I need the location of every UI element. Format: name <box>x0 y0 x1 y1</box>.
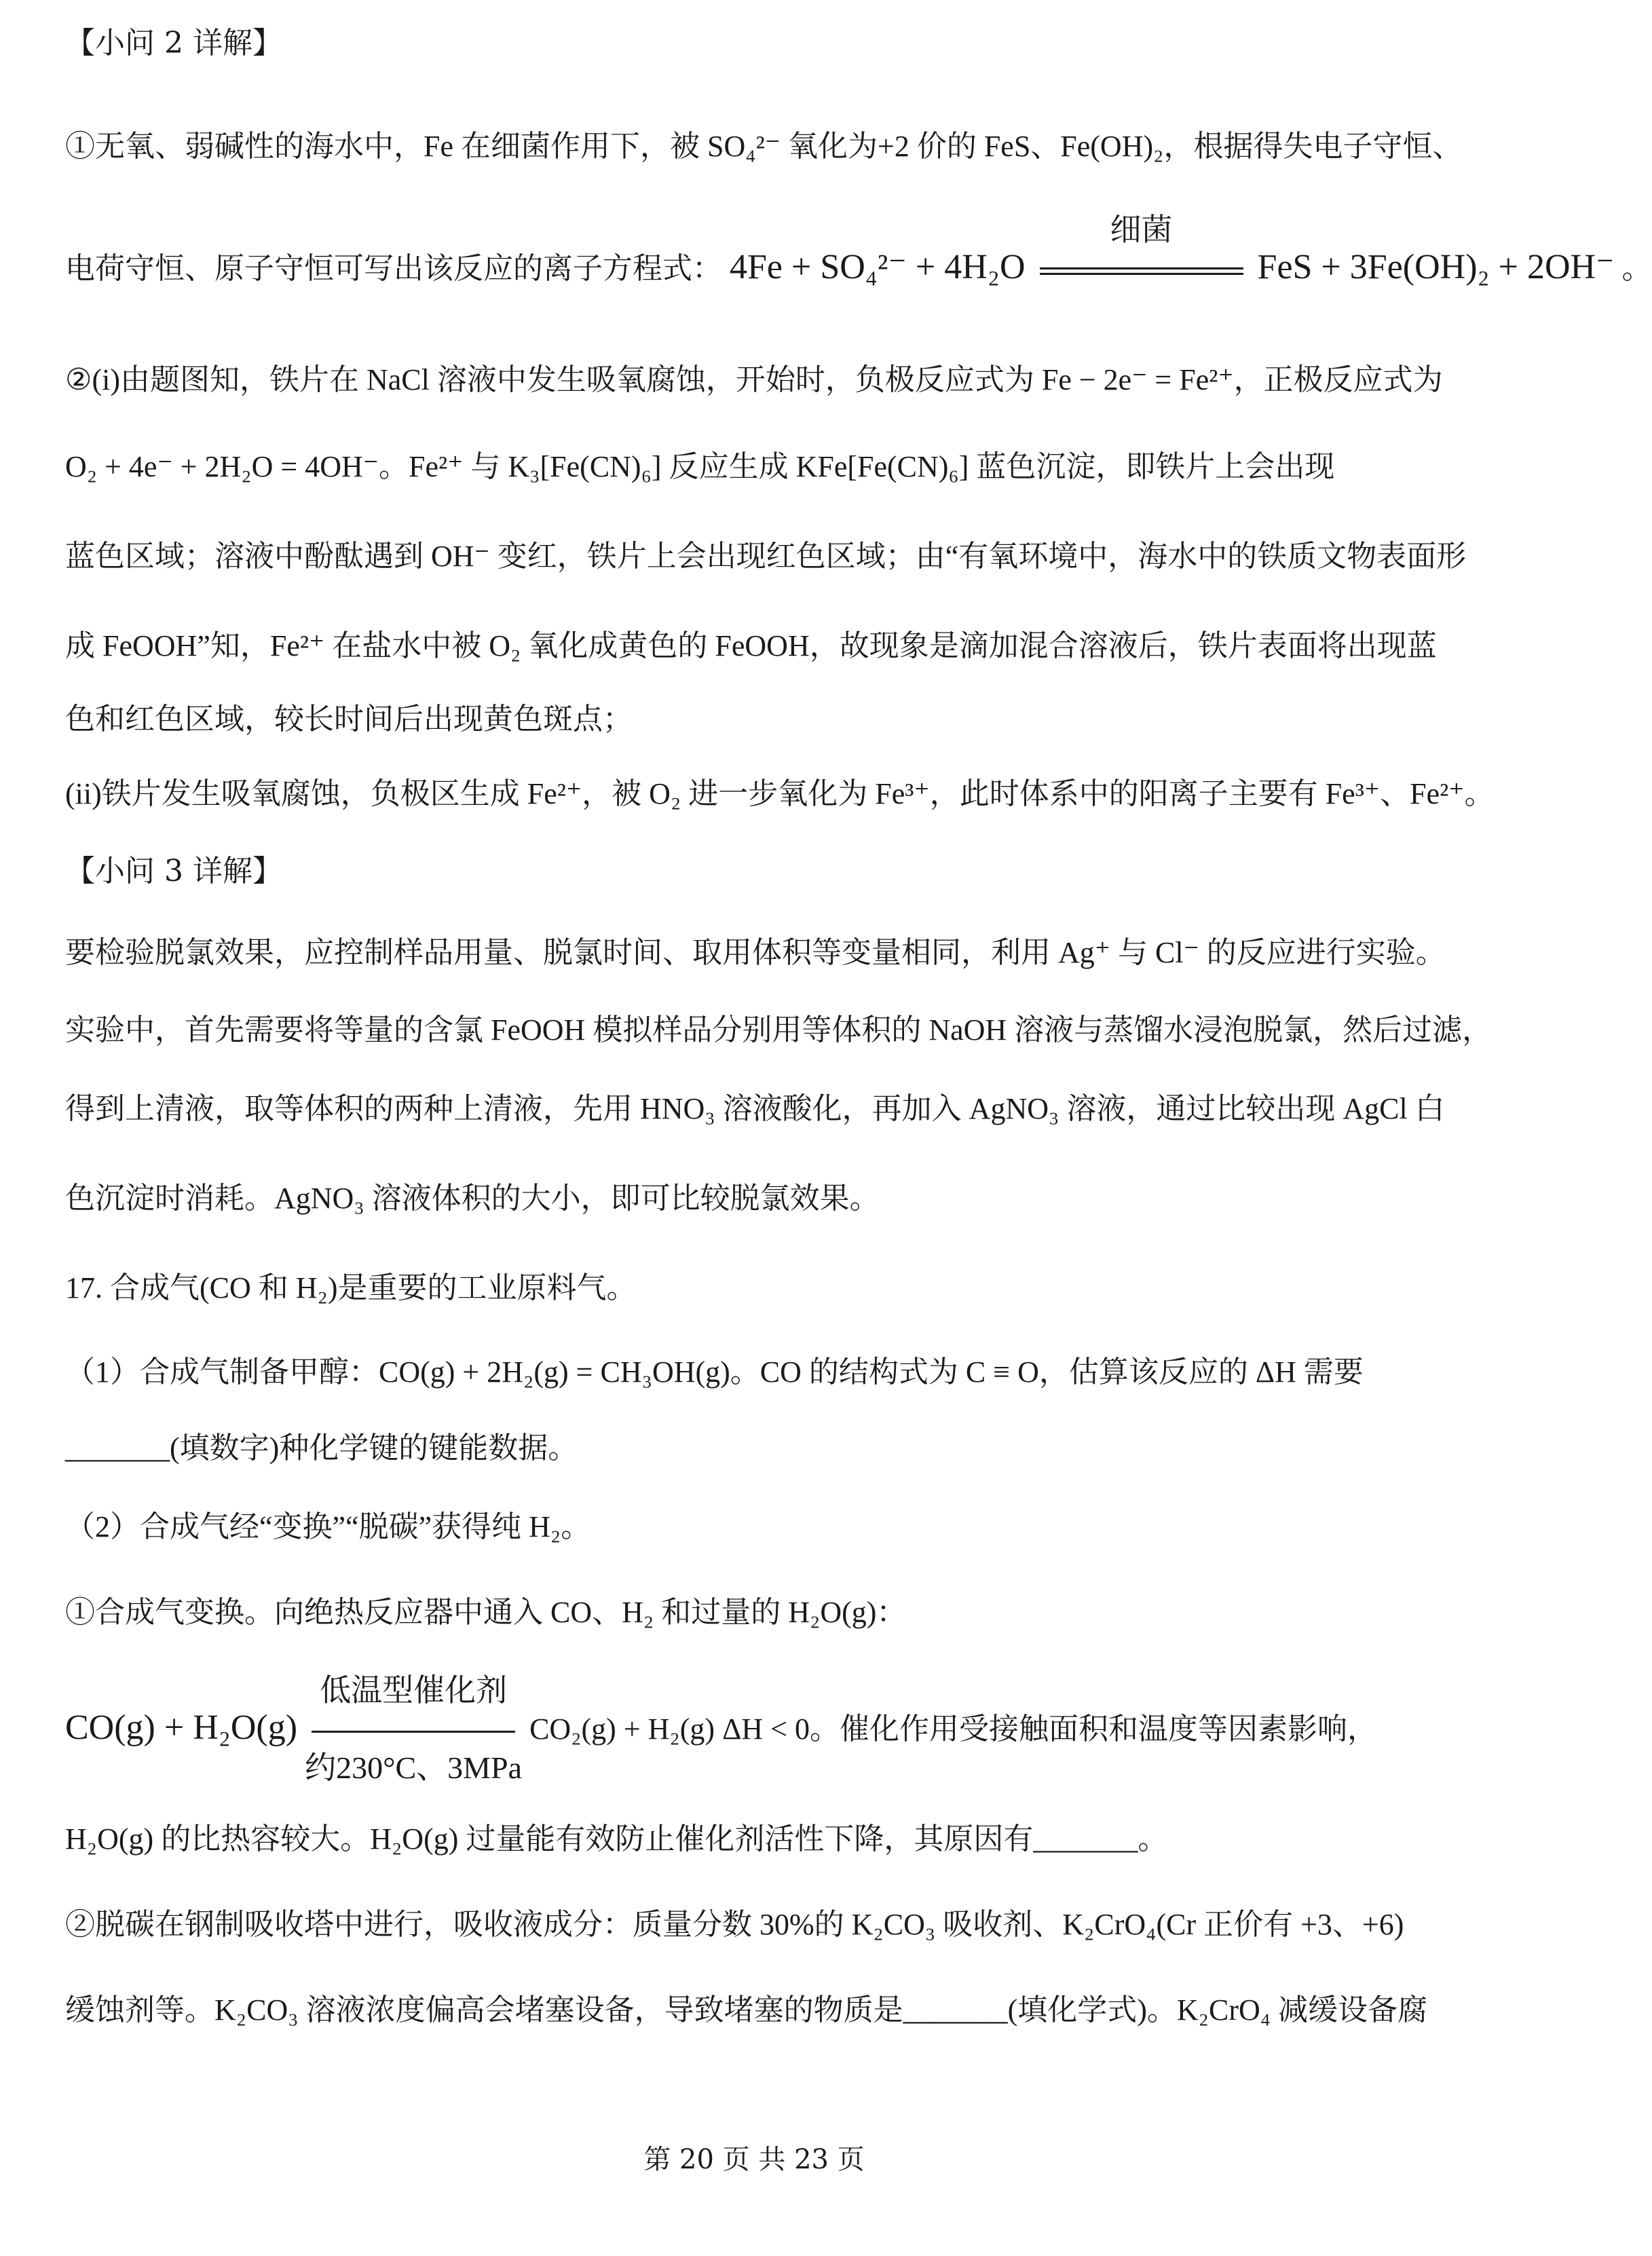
question-17-part2-a: ①合成气变换。向绝热反应器中通入 CO、H₂ 和过量的 H₂O(g)： <box>65 1596 907 1629</box>
reaction-arrow <box>1033 212 1250 289</box>
reaction-condition-under: 约230°C、3MPa <box>305 1750 523 1785</box>
reaction-condition: 细菌 <box>1110 212 1173 247</box>
question-17-part2: （2）合成气经“变换”“脱碳”获得纯 H₂。 <box>65 1510 591 1543</box>
text-line: ①无氧、弱碱性的海水中，Fe 在细菌作用下，被 SO₄²⁻ 氧化为+2 价的 FeS、Fe(OH)₂，根据得失电子守恒、 <box>65 130 1463 163</box>
question-17-title: 17. 合成气(CO 和 H₂)是重要的工业原料气。 <box>65 1271 637 1304</box>
text-line: O₂ + 4e⁻ + 2H₂O = 4OH⁻。Fe²⁺ 与 K₃[Fe(CN)₆] 反应生成 KFe[Fe(CN)₆] 蓝色沉淀，即铁片上会出现 <box>65 450 1335 483</box>
question-17-part2-b: H₂O(g) 的比热容较大。H₂O(g) 过量能有效防止催化剂活性下降，其原因有_______。 <box>65 1822 1168 1856</box>
text-line: 蓝色区域；溶液中酚酞遇到 OH⁻ 变红，铁片上会出现红色区域；由“有氧环境中，海水中的铁质文物表面形 <box>65 540 1467 573</box>
equation-reactants: CO(g) + H₂O(g) <box>65 1708 298 1747</box>
reaction-arrow <box>305 1673 523 1785</box>
text-line: ②(i)由题图知，铁片在 NaCl 溶液中发生吸氧腐蚀，开始时，负极反应式为 Fe − 2e⁻ = Fe²⁺，正极反应式为 <box>65 363 1443 396</box>
equation-line <box>65 212 1652 289</box>
fraction-bar <box>312 1731 515 1733</box>
question-17-part1: （1）合成气制备甲醇：CO(g) + 2H₂(g) = CH₃OH(g)。CO 的结构式为 C ≡ O，估算该反应的 ΔH 需要 <box>65 1355 1364 1389</box>
equation-products: CO₂(g) + H₂(g) ΔH < 0。催化作用受接触面积和温度等因素影响， <box>529 1712 1377 1746</box>
catalyst-equation-line <box>65 1673 1443 1785</box>
question-17-part1-blank: _______(填数字)种化学键的键能数据。 <box>65 1431 578 1465</box>
text-line: 色沉淀时消耗。AgNO₃ 溶液体积的大小，即可比较脱氯效果。 <box>65 1182 880 1215</box>
page-footer: 第 20 页 共 23 页 <box>643 2144 865 2175</box>
section-heading-q2: 【小问 2 详解】 <box>65 26 282 60</box>
text-line: 成 FeOOH”知，Fe²⁺ 在盐水中被 O₂ 氧化成黄色的 FeOOH，故现象是滴加混合溶液后，铁片表面将出现蓝 <box>65 629 1437 662</box>
text-line: 实验中，首先需要将等量的含氯 FeOOH 模拟样品分别用等体积的 NaOH 溶液与蒸馏水浸泡脱氯，然后过滤， <box>65 1013 1493 1047</box>
text-line: 要检验脱氯效果，应控制样品用量、脱氯时间、取用体积等变量相同，利用 Ag⁺ 与 Cl⁻ 的反应进行实验。 <box>65 936 1446 969</box>
question-17-part2-d: 缓蚀剂等。K₂CO₃ 溶液浓度偏高会堵塞设备，导致堵塞的物质是_______(填化学式)。K₂CrO₄ 减缓设备腐 <box>65 1993 1428 2027</box>
text-line: 色和红色区域，较长时间后出现黄色斑点； <box>65 702 633 736</box>
question-17-part2-c: ②脱碳在钢制吸收塔中进行，吸收液成分：质量分数 30%的 K₂CO₃ 吸收剂、K₂CrO₄(Cr 正价有 +3、+6) <box>65 1908 1404 1941</box>
reaction-condition-over: 低温型催化剂 <box>320 1673 508 1708</box>
equals-bar <box>1040 267 1243 275</box>
equation-intro: 电荷守恒、原子守恒可写出该反应的离子方程式： <box>65 252 722 285</box>
equation-products: FeS + 3Fe(OH)₂ + 2OH⁻ <box>1257 248 1615 286</box>
section-heading-q3: 【小问 3 详解】 <box>65 854 282 888</box>
equation-end: 。 <box>1621 252 1652 285</box>
equation-reactants: 4Fe + SO₄²⁻ + 4H₂O <box>730 248 1026 286</box>
text-line: 得到上清液，取等体积的两种上清液，先用 HNO₃ 溶液酸化，再加入 AgNO₃ 溶液，通过比较出现 AgCl 白 <box>65 1092 1445 1125</box>
text-line: (ii)铁片发生吸氧腐蚀，负极区生成 Fe²⁺，被 O₂ 进一步氧化为 Fe³⁺，此时体系中的阳离子主要有 Fe³⁺、Fe²⁺。 <box>65 777 1495 810</box>
